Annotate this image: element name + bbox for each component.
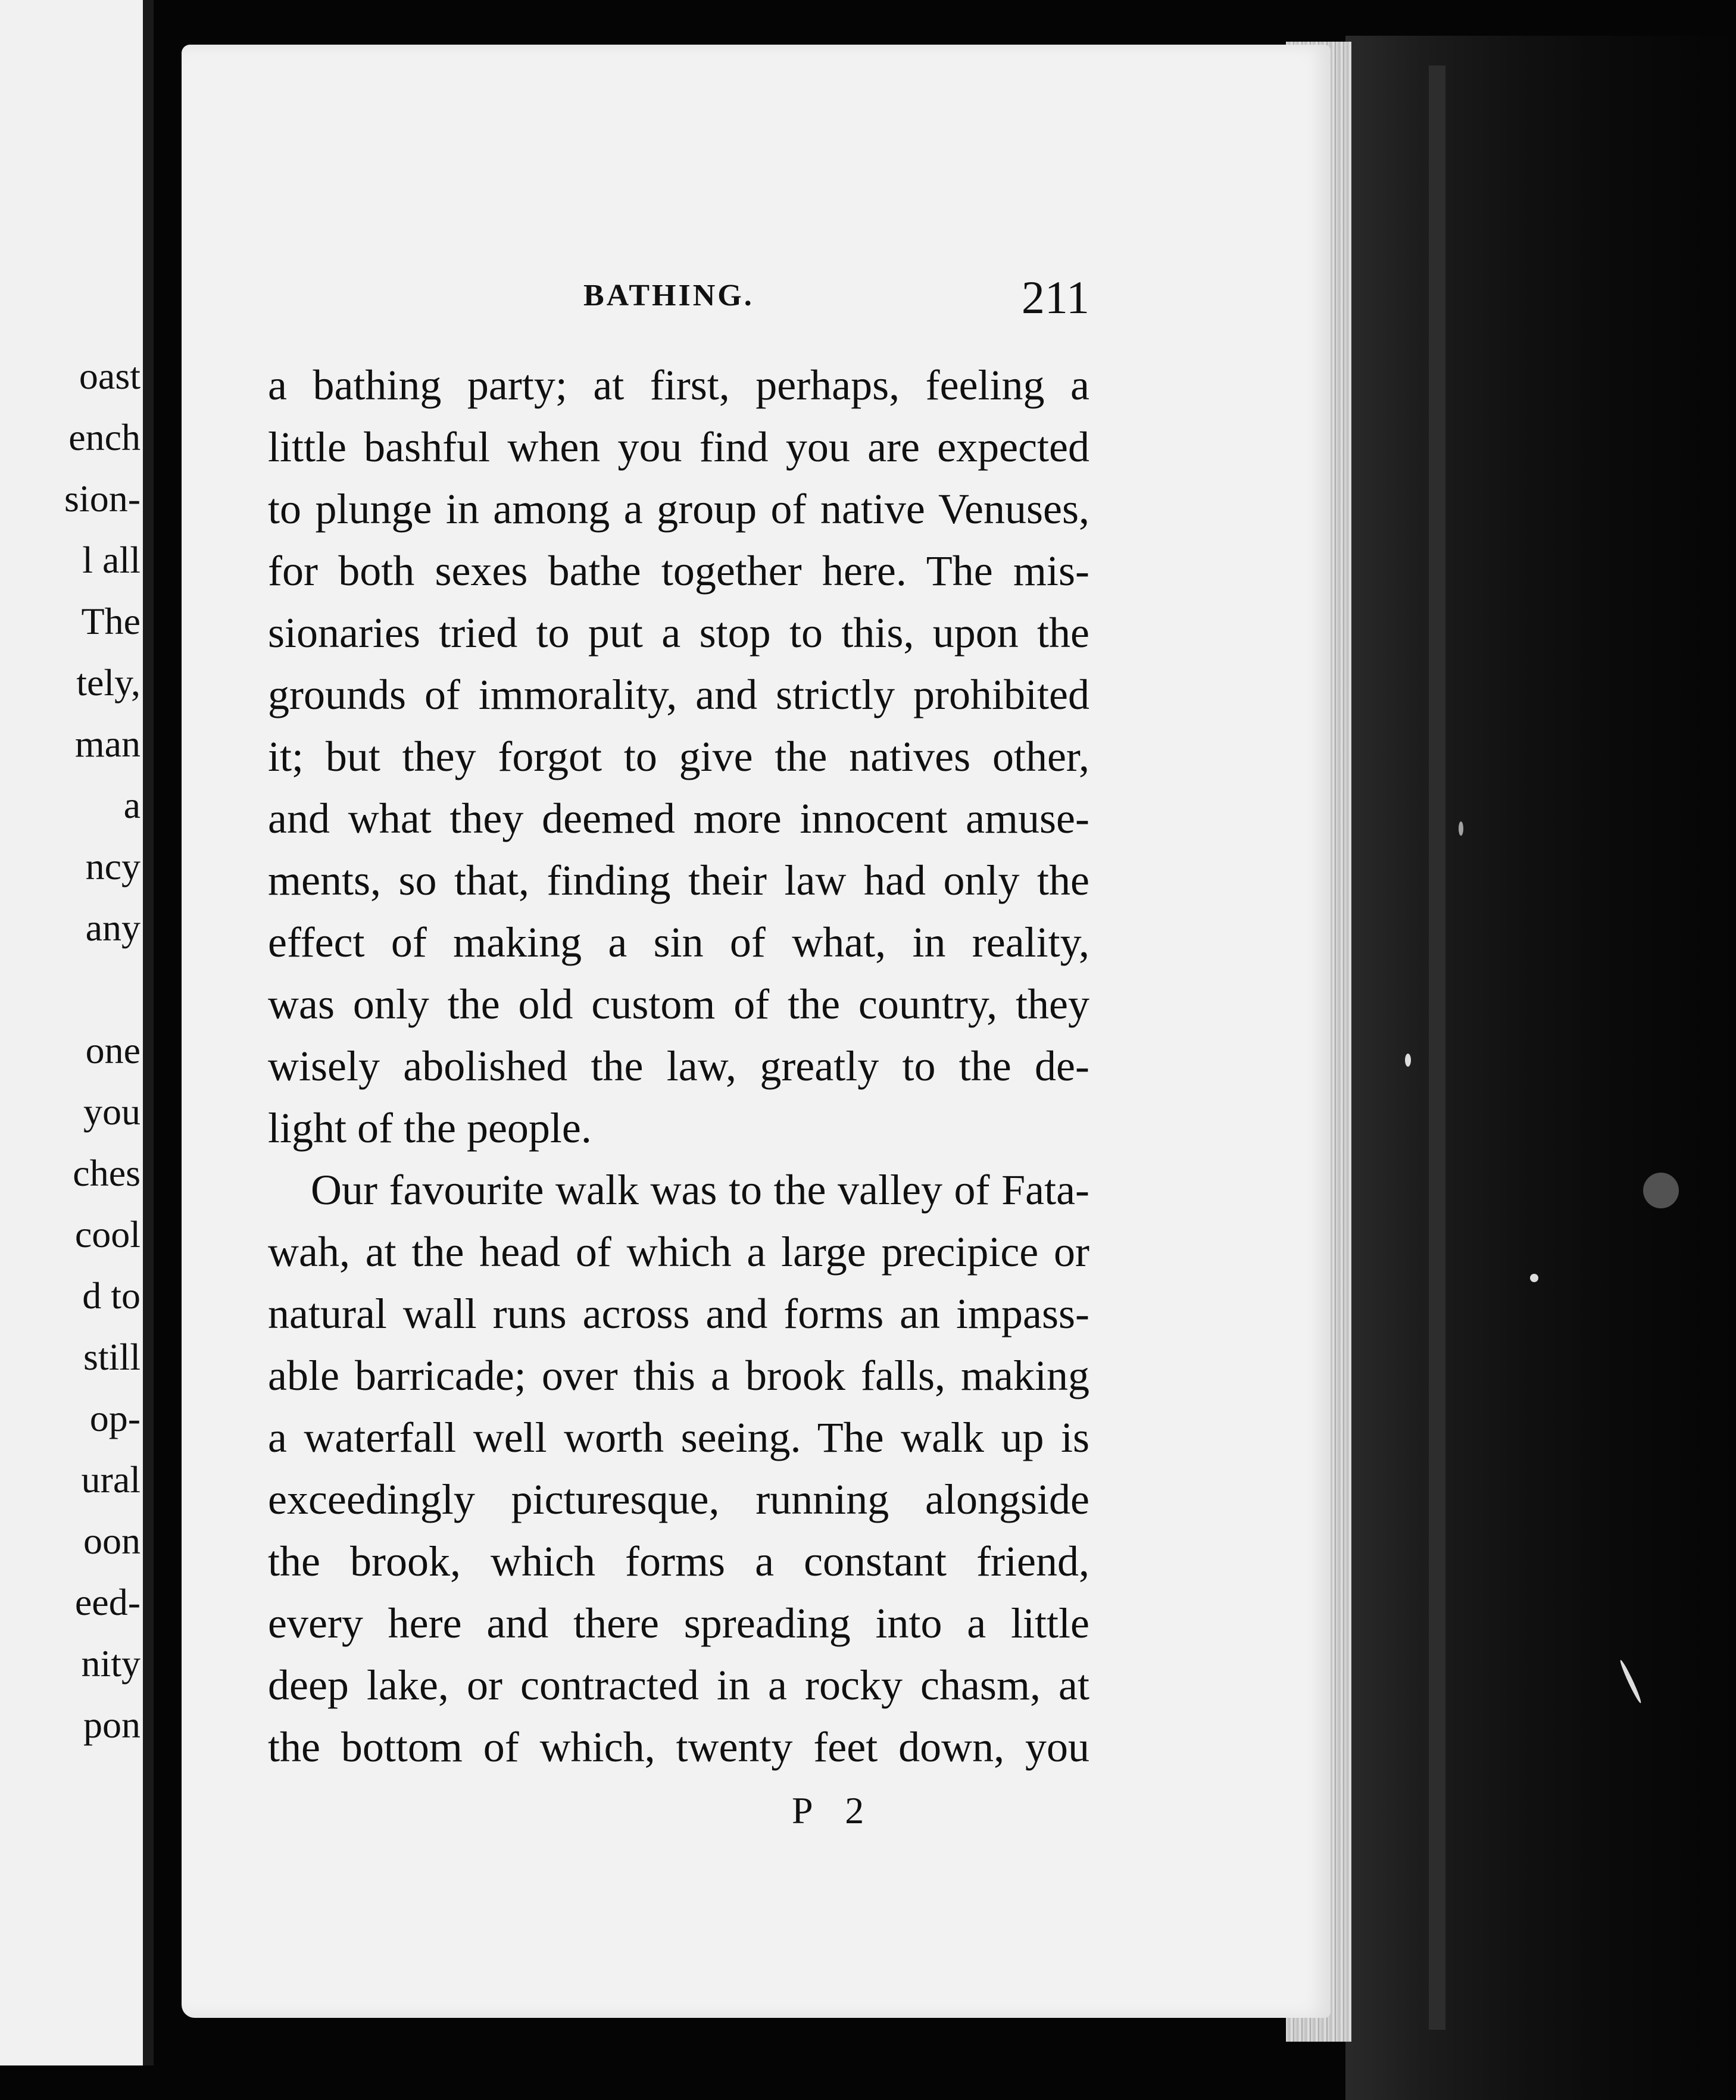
text-line: exceedingly picturesque, running alongside [268,1476,1089,1523]
text-line: wisely abolished the law, greatly to the de- [268,1042,1089,1090]
facing-line: still [83,1336,140,1378]
facing-line: d to [82,1274,140,1317]
text-line: sionaries tried to put a stop to this, upon the [268,609,1089,657]
text-line: light of the people. [268,1104,592,1152]
facing-line [21,958,140,1020]
page-number: 211 [1021,271,1089,323]
facing-line: cool [74,1213,140,1255]
scan-speck [1405,1054,1411,1067]
text-line: every here and there spreading into a little [268,1599,1089,1647]
facing-page-left [0,0,154,2065]
scan-speck [1530,1274,1538,1282]
facing-line: a [123,784,140,826]
paragraph [268,1159,1089,1778]
text-line: and what they deemed more innocent amuse- [268,795,1089,842]
scan-speck [1459,821,1463,836]
text-line: for both sexes bathe together here. The mis- [268,547,1089,595]
scan-speck [1643,1173,1679,1208]
facing-line: ench [68,416,140,458]
facing-line: man [74,723,140,765]
facing-line: pon [83,1704,140,1746]
text-line: wah, at the head of which a large precipice or [268,1228,1089,1276]
facing-line: you [83,1090,140,1133]
facing-line: ncy [85,845,140,888]
text-line: little bashful when you find you are expected [268,423,1089,471]
facing-line: any [85,907,140,949]
paragraph [268,354,1089,1159]
text-line: ments, so that, finding their law had only the [268,857,1089,904]
page-body [268,354,1089,1778]
facing-line: nity [81,1642,140,1685]
facing-line: one [85,1029,140,1071]
facing-line: The [81,600,140,642]
facing-line: eed- [74,1581,140,1623]
facing-line: op- [89,1397,140,1439]
facing-line: oast [79,355,140,397]
text-line: a bathing party; at first, perhaps, feeling a [268,361,1089,409]
signature-mark: P 2 [792,1789,876,1832]
book-cover [1345,36,1736,2100]
text-line: Our favourite walk was to the valley of Fata- [311,1166,1089,1214]
facing-page-text [21,345,140,1755]
facing-line: tely, [76,661,140,704]
text-line: a waterfall well worth seeing. The walk up is [268,1414,1089,1461]
text-line: deep lake, or contracted in a rocky chasm, at [268,1661,1089,1709]
text-line: it; but they forgot to give the natives other, [268,733,1089,780]
text-line: to plunge in among a group of native Venuses, [268,485,1089,533]
page-header [268,271,1089,324]
text-line: effect of making a sin of what, in reality, [268,918,1089,966]
text-line: grounds of immorality, and strictly prohibited [268,671,1089,718]
facing-line: oon [83,1520,140,1562]
text-line: was only the old custom of the country, they [268,980,1089,1028]
cover-binding-band [1429,65,1445,2030]
facing-line: ches [73,1152,140,1194]
facing-line: l all [82,539,140,581]
facing-line: ural [81,1458,140,1501]
text-line: natural wall runs across and forms an impass- [268,1290,1089,1338]
text-line: the bottom of which, twenty feet down, you [268,1723,1089,1771]
text-line: the brook, which forms a constant friend, [268,1538,1089,1585]
running-head: BATHING. [583,279,754,312]
facing-line: sion- [64,477,140,520]
text-line: able barricade; over this a brook falls, making [268,1352,1089,1399]
